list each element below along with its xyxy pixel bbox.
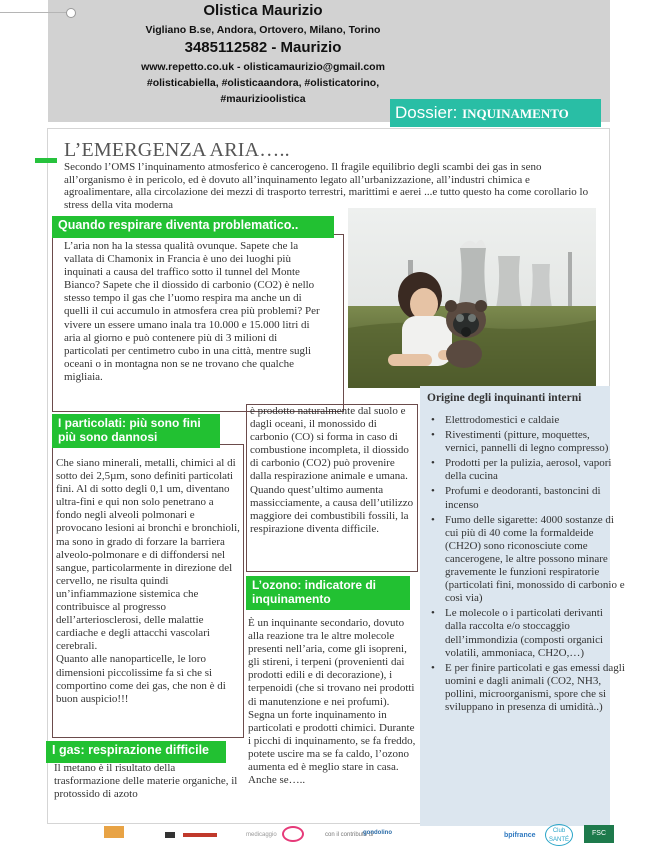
section-heading-ozone: L’ozono: indicatore di inquinamento: [246, 576, 410, 610]
author-name: Olistica Maurizio: [203, 2, 323, 19]
hashtags-line-1: #olisticabiella, #olisticaandora, #olisticatorino,: [146, 77, 380, 89]
partner-logo-gondolino: gondolino: [363, 830, 392, 836]
partner-logo-1: [104, 826, 124, 838]
particulates-paragraph-1: Che siano minerali, metalli, chimici al di sotto dei 2,5µm, sono definiti particolati fini. Al di sotto degli 0,1 um, diventano ultra-fini e qui non solo penetrano a fondo negli alveoli polmonari e provocano lesioni ai bronchi e bronchioli, ma sono in grado di forzare la barriera alveolo-polmonare e di diffondersi nel sangue, particolarmente in direzione del cervello, ne risulta quindi un’infiammazione sistemica che contribuisce al progresso dell’arteriosclerosi, delle malattie cardiache e degli attacchi vascolari cerebrali.: [56, 457, 240, 653]
sidebar-title: Origine degli inquinanti interni: [427, 392, 582, 404]
hashtags-line-2: #maurizioolistica: [220, 93, 306, 105]
author-cities: Vigliano B.se, Andora, Ortovero, Milano, Torino: [145, 24, 381, 36]
article-title: L’EMERGENZA ARIA…..: [64, 139, 290, 161]
section-text-gases: Il metano è il risultato della trasformazione delle materie organiche, il protossido di azoto: [54, 762, 238, 801]
partner-logo-2: [165, 830, 217, 840]
title-accent-bar: [35, 158, 57, 163]
article-intro: Secondo l’OMS l’inquinamento atmosferico è cancerogeno. Il fragile equilibrio degli scambi dei gas in seno all’organismo è in pericolo, ed è dovuto all’inquinamento legato all’urbanizzazione, all’industri chimica e agroalimentare, alla circolazione dei mezzi di trasporto terrestri, marittimi e aerei ...e tutto questo ha come corollario lo stress della vita moderna: [64, 161, 589, 211]
list-item: • Elettrodomestici e caldaie: [445, 414, 625, 427]
dossier-badge: [390, 99, 601, 127]
club-sante-line-1: Club: [552, 828, 566, 834]
list-item: • E per finire particolati e gas emessi dagli uomini e dagli animali (CO2, NH3, pollini, microorganismi, spore che si sviluppano in presenza di umidità..): [445, 662, 625, 714]
section-heading-particulates: I particolati: più sono fini più sono dannosi: [52, 414, 220, 448]
dossier-topic: INQUINAMENTO: [462, 106, 569, 121]
pollutant-sources-list: [427, 412, 625, 714]
list-item: • Rivestimenti (pitture, moquettes, vernici, pannelli di legno compresso): [445, 429, 625, 455]
partner-logo-fsc: FSC: [584, 825, 614, 843]
section-text-gases-continued: è prodotto naturalmente dal suolo e dagli oceani, il monossido di carbonio (CO) si forma in caso di combustione incompleta, il diossido di carbonio (CO2) può provenire dalla respirazione animale e umana. Quando quest’ultimo aumenta massicciamente, a causa dell’utilizzo maggiore dei combustibili fossili, la respirazione diventa difficile.: [250, 405, 414, 535]
club-sante-line-2: SANTÉ: [548, 837, 569, 843]
author-website-email[interactable]: www.repetto.co.uk - olisticamaurizio@gmail.com: [141, 61, 385, 73]
author-phone: 3485112582 - Maurizio: [184, 39, 342, 56]
list-item: • Profumi e deodoranti, bastoncini di incenso: [445, 485, 625, 511]
section-heading-breathing: Quando respirare diventa problematico..: [52, 216, 334, 238]
section-text-breathing: L’aria non ha la stessa qualità ovunque. Sapete che la vallata di Chamonix in Francia è uno dei luoghi più inquinati a causa del traffico sotto il tunnel del Monte Bianco? Sapete che il diossido di carbonio (CO2) è nello stesso tempo il gas che l’uomo respira ma anche un di quelli il cui accumulo in atmosfera crea più problemi? Per vivere un essere umano inala tra 10.000 e 15.000 litri di aria al giorno e può contenere più di 3 milioni di particolati per centimetro cubo in una città, mentre sugli oceani o in montagna non se ne trovano che qualche migliaia.: [64, 240, 320, 383]
dossier-label: Dossier:: [395, 103, 458, 122]
partner-logo-contributo: con il contributo di: [325, 832, 374, 838]
list-item: • Le molecole o i particolati derivanti dalla raccolta e/o stoccaggio dell’immondizia (composti organici volatili, ammoniaca, CH2O,…): [445, 607, 625, 659]
partner-logo-bpifrance: bpifrance: [504, 832, 536, 839]
section-heading-gases: I gas: respirazione difficile: [46, 741, 226, 763]
partner-logo-circle: [282, 826, 304, 842]
list-item: • Prodotti per la pulizia, aerosol, vapori della cucina: [445, 457, 625, 483]
partner-logo-club-sante: [545, 824, 573, 846]
section-text-ozone: È un inquinante secondario, dovuto alla reazione tra le altre molecole presenti nell’aria, come gli isopreni, gli stireni, i terpeni (provenienti dai prodotti edili e di decorazione), i terpenoidi (che si trovano nei prodotti di manutenzione e nei profumi). Segna un forte inquinamento in particolati e prodotti chimici. Durante i picchi di inquinamento, se fa freddo, potete uscire ma se fa caldo, l’ozono aumenta ed è meglio stare in casa. Anche se…..: [248, 617, 416, 787]
particulates-paragraph-2: Quanto alle nanoparticelle, le loro dimensioni piccolissime fa sì che si comportino come dei gas, che non è di buon auspicio!!!: [56, 653, 226, 705]
partner-logo-medicaggio: medicaggio: [246, 832, 277, 838]
section-text-particulates: [56, 457, 240, 706]
list-item: • Fumo delle sigarette: 4000 sostanze di cui più di 40 come la formaldeide (CH2O) sono riconosciute come cancerogene, le altre possono minare gravemente le funzioni respiratorie (particolati fini, monossido di carbonio e così via): [445, 514, 625, 606]
child-gas-mask-photo: [348, 208, 596, 388]
